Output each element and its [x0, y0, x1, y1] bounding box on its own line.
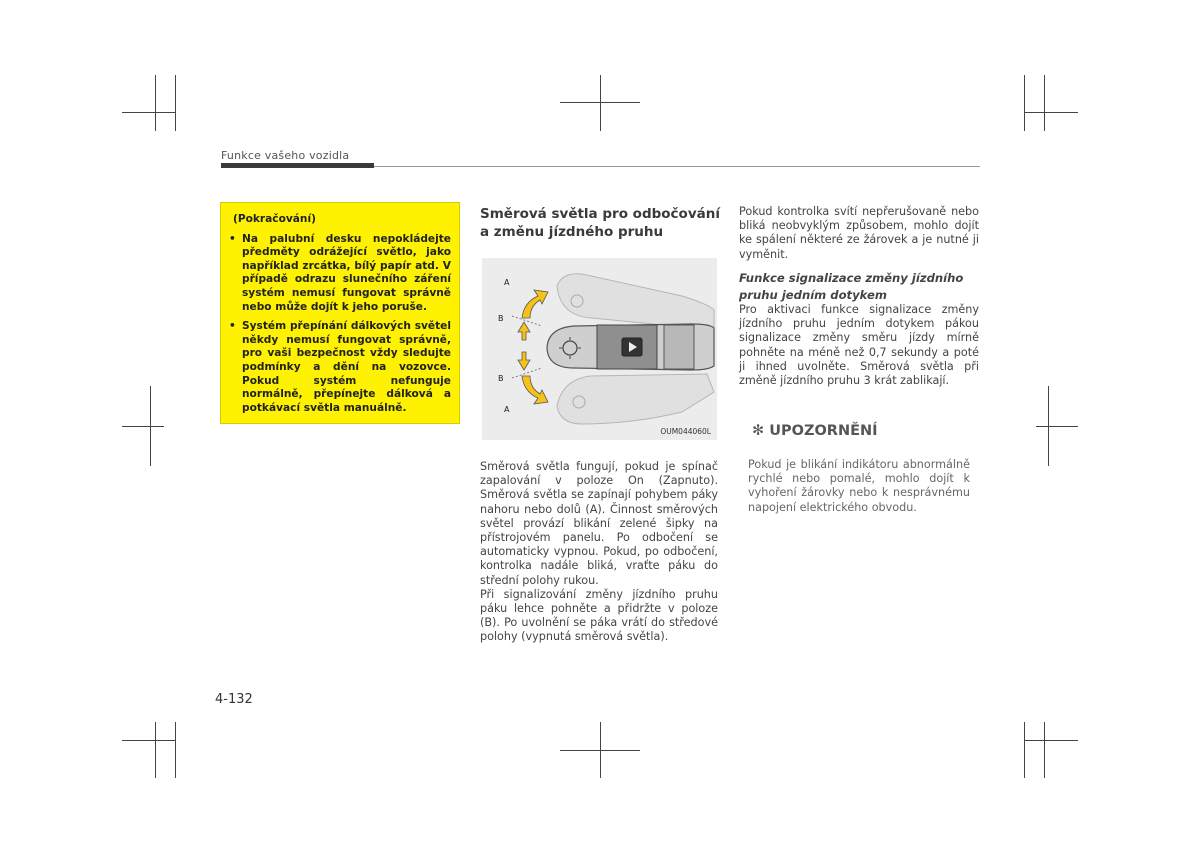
crop-mark	[1036, 426, 1078, 427]
crop-mark	[1044, 722, 1045, 778]
section-heading: Směrová světla pro odbočování a změnu jízdného pruhu	[480, 206, 720, 240]
label-a-top: A	[504, 278, 510, 287]
caution-heading: ✻ UPOZORNĚNÍ	[752, 423, 878, 439]
crop-mark	[560, 750, 640, 751]
crop-mark	[560, 102, 640, 103]
section-title: Funkce vašeho vozidla	[221, 149, 350, 162]
guide-lines	[512, 316, 542, 378]
header-rule	[374, 166, 980, 167]
label-b-top: B	[498, 314, 504, 323]
caution-text: Pokud je blikání indikátoru abnormálně rychlé nebo pomalé, mohlo dojít k vyhoření žárovky nebo k nesprávnému napojení elektrického obvodu.	[748, 458, 970, 514]
label-a-bottom: A	[504, 405, 510, 414]
lever-center-position	[547, 324, 714, 370]
label-b-bottom: B	[498, 374, 504, 383]
warning-box	[220, 202, 460, 424]
crop-mark	[1024, 112, 1078, 113]
continuation-label: (Pokračování)	[233, 213, 316, 225]
crop-mark	[155, 75, 156, 131]
warning-item: • Systém přepínání dálkových světel někdy nemusí fungovat správně, pro vaši bezpečnost vždy sledujte podmínky a dění na vozovce. Pokud systém nefunguje normálně, přepínejte dálková a potkávací světla manuálně.	[229, 320, 451, 415]
crop-mark	[175, 75, 176, 131]
lever-up-position	[557, 274, 714, 330]
crop-mark	[1024, 740, 1078, 741]
crop-mark	[155, 722, 156, 778]
arrow-icon	[518, 290, 548, 404]
turn-signal-lever-illustration	[482, 258, 717, 440]
crop-mark	[175, 722, 176, 778]
crop-mark	[1024, 75, 1025, 131]
crop-mark	[122, 426, 164, 427]
crop-mark	[122, 740, 175, 741]
crop-mark	[1024, 722, 1025, 778]
warning-item: • Na palubní desku nepokládejte předměty odrážející světlo, jako například zrcátka, bílý papír atd. V případě odrazu slunečního záření systém nemusí fungovat správně nebo může dojít k jeho poruše.	[229, 233, 451, 315]
paragraph: Pro aktivaci funkce signalizace změny jízdního pruhu jedním dotykem pákou signalizace změny směru jízdy mírně pohněte na méně než 0,7 sekundy a poté ji ihned uvolněte. Směrová světla při změně jízdního pruhu 3 krát zablikají.	[739, 303, 979, 388]
warning-list	[229, 233, 451, 416]
body-text	[480, 460, 718, 645]
crop-mark	[122, 112, 175, 113]
paragraph: Pokud kontrolka svítí nepřerušovaně nebo bliká neobvyklým způsobem, mohlo dojít ke spálení některé ze žárovek a je nutné ji vyměnit.	[739, 205, 979, 261]
paragraph: Při signalizování změny jízdního pruhu páku lehce pohněte a přidržte v poloze (B). Po uvolnění se páka vrátí do středové polohy (vypnutá směrová světla).	[480, 587, 718, 644]
crop-mark	[600, 75, 601, 131]
page-number: 4-132	[215, 692, 253, 707]
header-bar	[221, 163, 374, 168]
crop-mark	[1044, 75, 1045, 131]
figure-code: OUM044060L	[660, 427, 711, 436]
caution-icon: ✻	[752, 423, 765, 439]
lever-down-position	[557, 374, 714, 424]
subheading: Funkce signalizace změny jízdního pruhu jedním dotykem	[739, 271, 964, 302]
lever-drawing	[482, 258, 717, 440]
paragraph: Směrová světla fungují, pokud je spínač zapalování v poloze On (Zapnuto). Směrová světla se zapínají pohybem páky nahoru nebo dolů (A). Činnost směrových světel provází blikání zelené šipky na přístrojovém panelu. Po odbočení se automaticky vypnou. Pokud, po odbočení, kontrolka nadále bliká, vraťte páku do střední polohy rukou.	[480, 460, 718, 587]
